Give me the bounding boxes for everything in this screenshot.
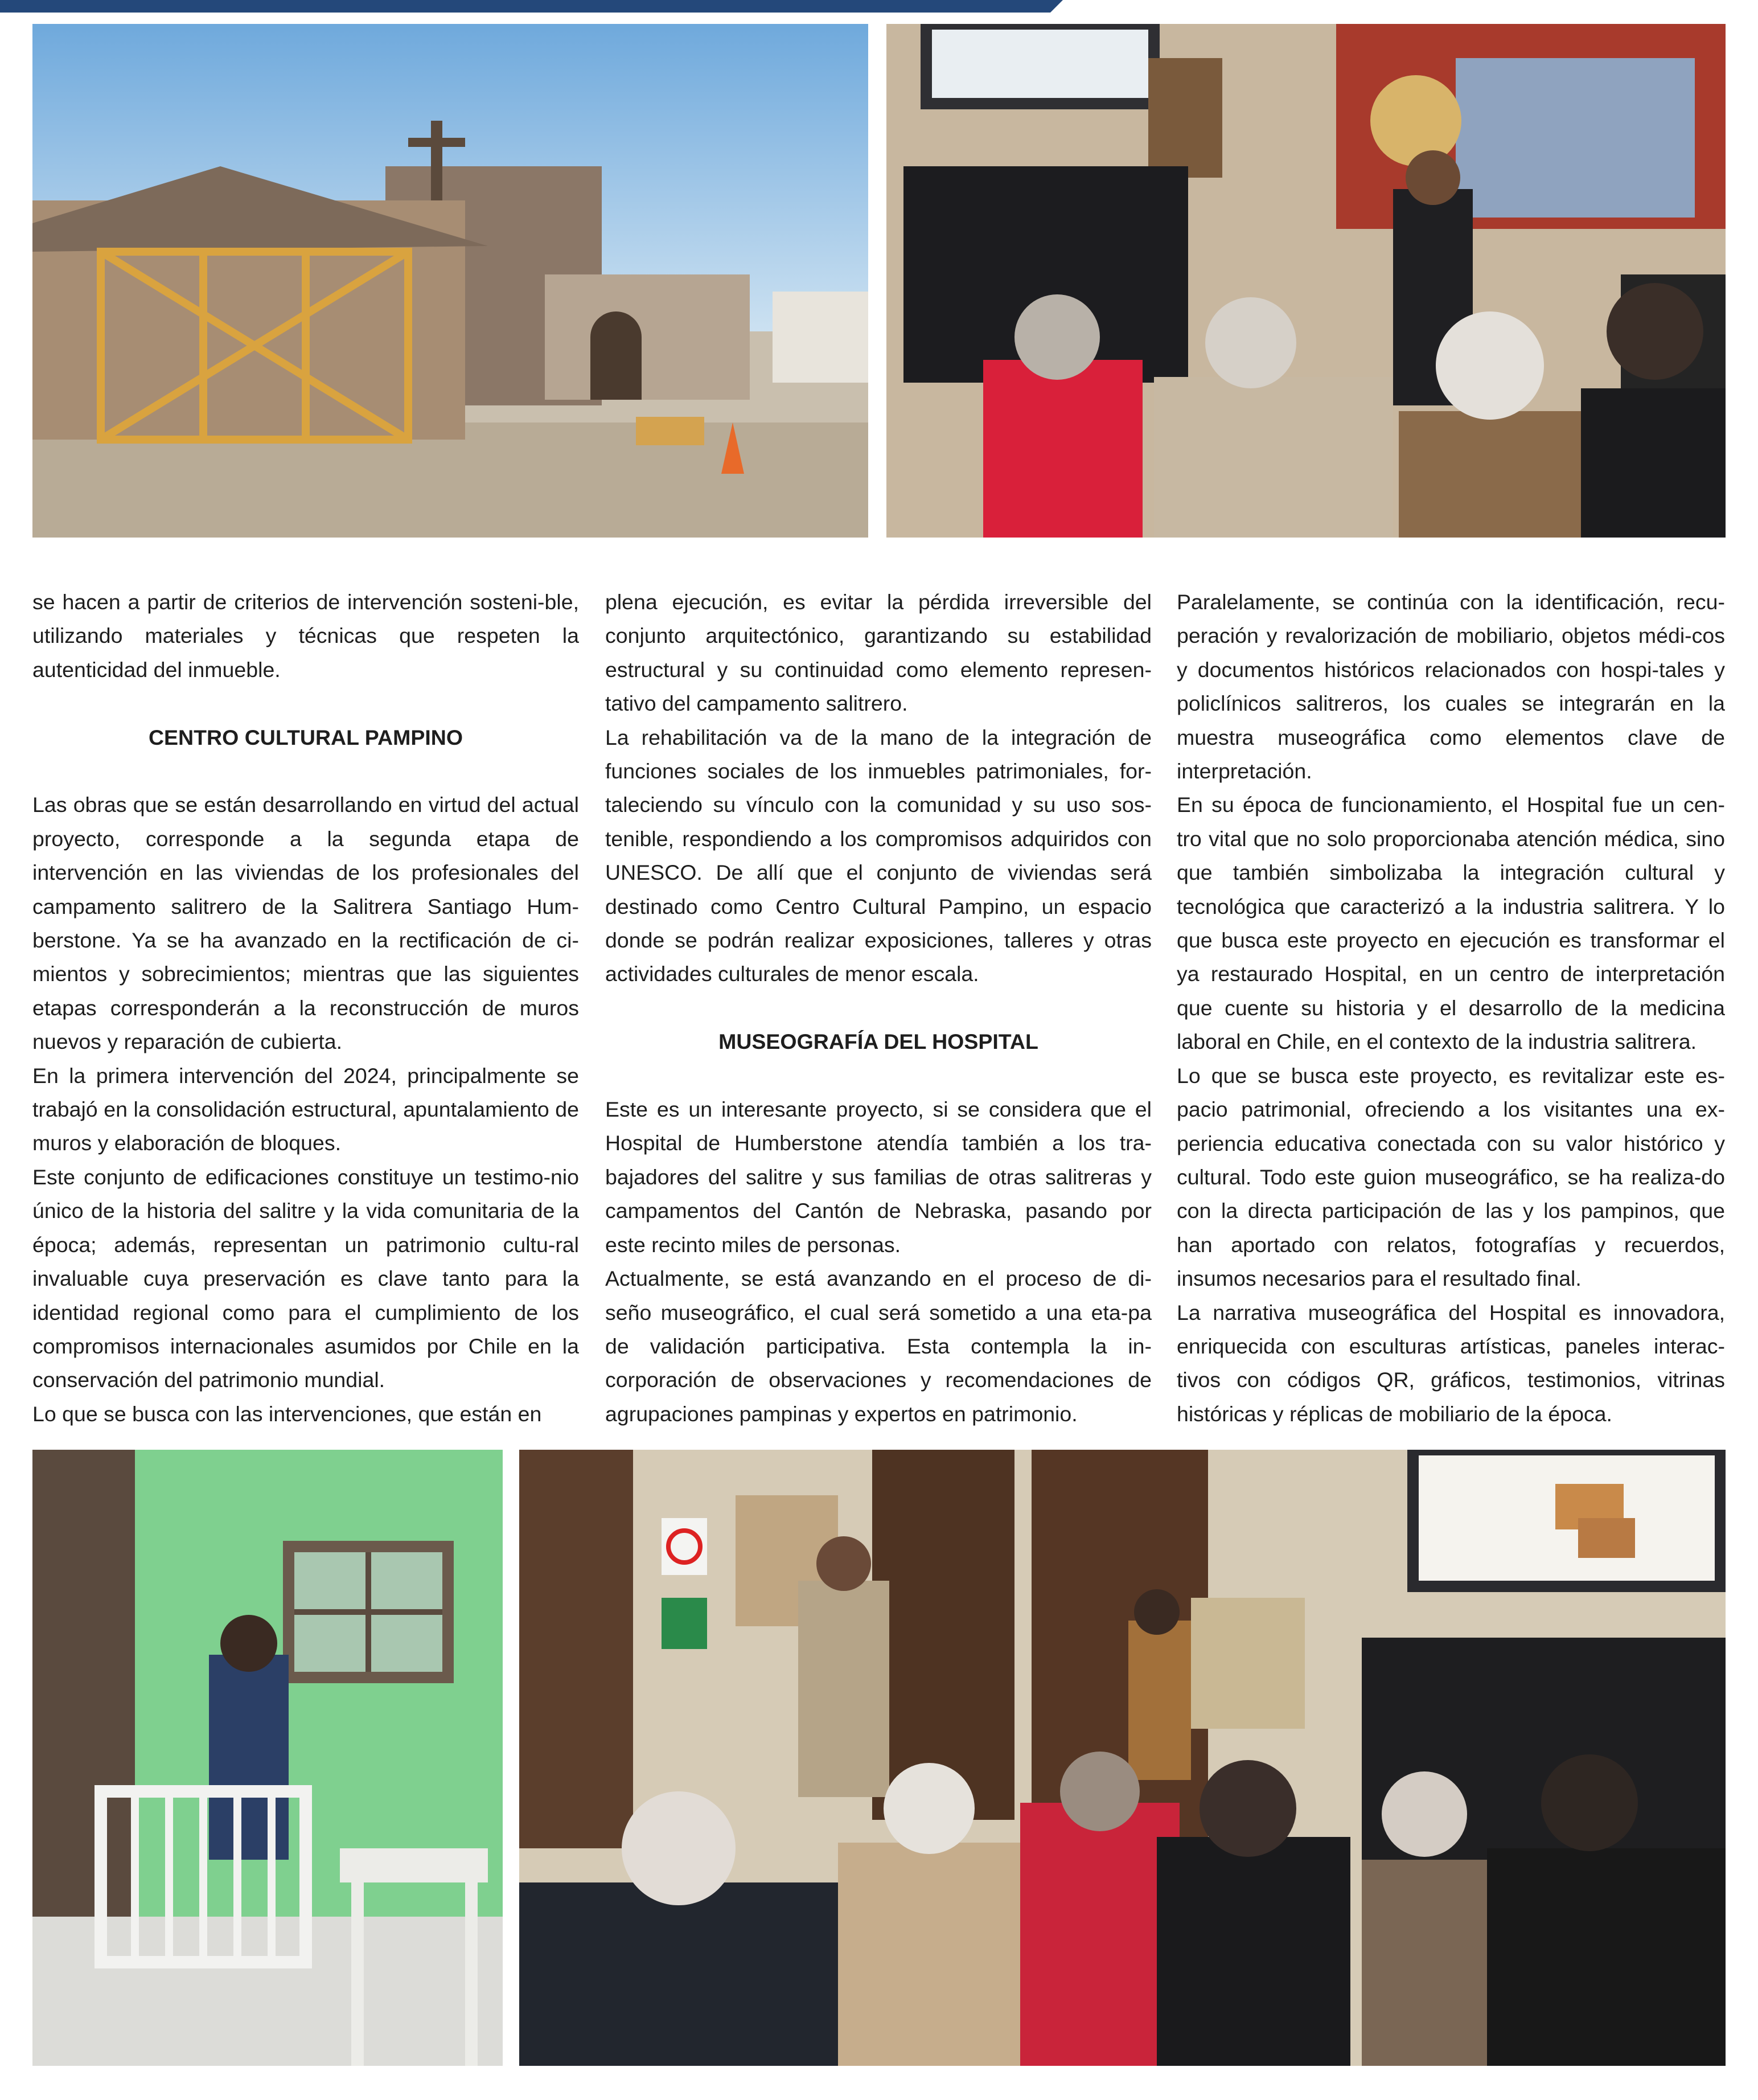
paragraph: Paralelamente, se continúa con la identificación, recu-peración y revalorización de mobiliario, objetos médi-cos y documentos históricos relacionados con hospi-tales y policlínicos salitreros, los cuales se integrarán en la muestra museográfica como elementos clave de interpretación. [1177,590,1725,784]
article-column-1 [32,585,579,1431]
paragraph: La narrativa museográfica del Hospital es innovadora, enriquecida con esculturas artísticas, paneles interac-tivos con códigos QR, gráficos, testimonios, vitrinas históricas y réplicas de mobiliario de la época. [1177,1300,1725,1426]
photo-worker-painting-crib-icon [32,1450,503,2066]
paragraph: Este es un interesante proyecto, si se considera que el Hospital de Humberstone atendía también a los tra-bajadores del salitre y sus familias de otras salitreras y campamentos del Cantón de Nebraska, pasando por este recinto miles de personas. [605,1097,1152,1257]
paragraph: Las obras que se están desarrollando en virtud del actual proyecto, corresponde a la segunda etapa de intervención en las viviendas de los profesionales del campamento salitrero de la Salitrera Santiago Hum-berstone. Ya se ha avanzado en la rectificación de ci-mientos y sobrecimientos; mientras que las siguientes etapas corresponderán a la reconstrucción de muros nuevos y reparación de cubierta. [32,793,579,1054]
photo-bottom-left [32,1450,503,2066]
paragraph: En la primera intervención del 2024, principalmente se trabajó en la consolidación estructural, apuntalamiento de muros y elaboración de bloques. [32,1063,579,1155]
paragraph: Lo que se busca este proyecto, es revitalizar este es-pacio patrimonial, ofreciendo a los visitantes una ex-periencia educativa conectada con su valor histórico y cultural. Todo este guion museográfico, se ha realiza-do con la directa participación de las y los pampinos, que han aportado con relatos, fotografías y recuerdos, insumos necesarios para el resultado final. [1177,1063,1725,1291]
photo-bottom-right [519,1450,1726,2066]
paragraph: En su época de funcionamiento, el Hospital fue un cen-tro vital que no solo proporcionaba atención médica, sino que también simbolizaba la integración cultural y tecnológica que caracterizó a la industria salitrera. Y lo que busca este proyecto en ejecución es transformar el ya restaurado Hospital, en un centro de interpretación que cuente su historia y el desarrollo de la medicina laboral en Chile, en el contexto de la industria salitrera. [1177,793,1725,1054]
photo-presentation-piano-mural-icon [886,24,1726,538]
photo-humberstone-church-scaffolding-icon [32,24,868,538]
section-heading-museografia: MUSEOGRAFÍA DEL HOSPITAL [718,1030,1038,1054]
paragraph: Este conjunto de edificaciones constituye un testimo-nio único de la historia del salitre y la vida comunitaria de la época; además, representan un patrimonio cultu-ral invaluable cuya preservación es clave tanto para la identidad regional como para el cumplimiento de los compromisos internacionales asumidos por Chile en la conservación del patrimonio mundial. [32,1164,579,1392]
photo-top-right [886,24,1726,538]
section-heading-centro-cultural: CENTRO CULTURAL PAMPINO [148,725,463,749]
paragraph: La rehabilitación va de la mano de la integración de funciones sociales de los inmuebles patrimoniales, for-taleciendo su vínculo con la comunidad y su uso sos-tenible, respondiendo a los compromisos adquiridos con UNESCO. De allí que el conjunto de viviendas será destinado como Centro Cultural Pampino, un espacio donde se podrán realizar exposiciones, talleres y otras actividades culturales de menor escala. [605,725,1152,986]
paragraph: plena ejecución, es evitar la pérdida irreversible del conjunto arquitectónico, garantizando su estabilidad estructural y su continuidad como elemento represen-tativo del campamento salitrero. [605,590,1152,716]
article-column-3 [1177,585,1725,1431]
paragraph: se hacen a partir de criterios de intervención sosteni-ble, utilizando materiales y técnicas que respeten la autenticidad del inmueble. [32,590,579,682]
article-column-2 [605,585,1152,1431]
paragraph: Lo que se busca con las intervenciones, que están en [32,1401,542,1426]
photo-top-left [32,24,868,538]
photo-museography-presentation-icon [519,1450,1726,2066]
header-band [0,0,1050,13]
paragraph: Actualmente, se está avanzando en el proceso de di-seño museográfico, el cual será sometido a una eta-pa de validación participativa. Esta contempla la in-corporación de observaciones y recomendaciones de agrupaciones pampinas y expertos en patrimonio. [605,1266,1152,1426]
